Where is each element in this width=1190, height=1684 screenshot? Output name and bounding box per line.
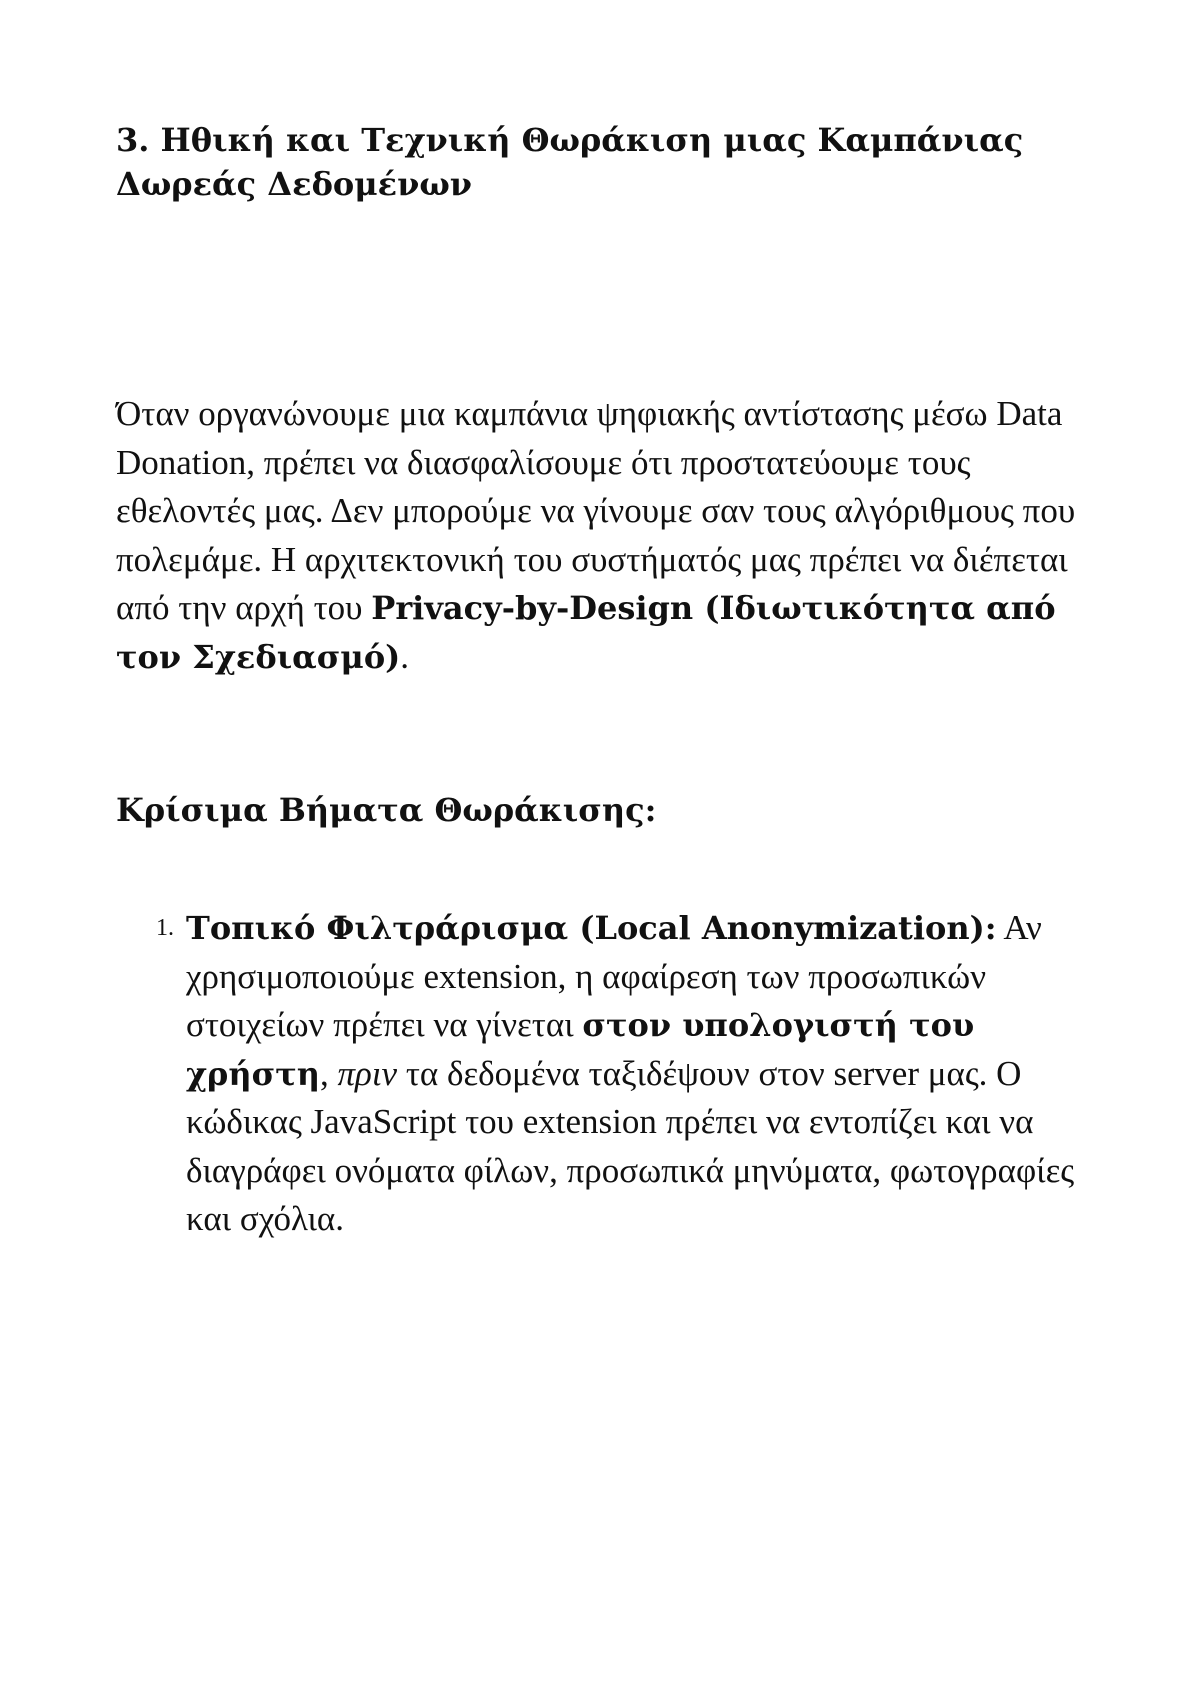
step-italic-word: πριν bbox=[337, 1053, 398, 1093]
step-text: , bbox=[319, 1053, 338, 1093]
intro-text: Όταν οργανώνουμε μια καμπάνια ψηφιακής αντίστασης μέσω Data Donation, πρέπει να διασφαλίσουμε ότι προστατεύουμε τους εθελοντές μας. Δεν μπορούμε να γίνουμε σαν τους αλγόριθμους που πολεμάμε. Η αρχιτεκτονική του συστήματός μας πρέπει να διέπεται από την αρχή του bbox=[116, 394, 1076, 627]
intro-bold-term: Privacy-by-Design (Ιδιωτικότητα από τον Σχεδιασμό) bbox=[116, 589, 1056, 676]
intro-text-end: . bbox=[400, 636, 410, 676]
step-bold-phrase: στον υπολογιστή του χρήστη bbox=[186, 1006, 975, 1093]
step-text: τα δεδομένα ταξιδέψουν στον server μας. Ο κώδικας JavaScript του extension πρέπει να εντοπίζει και να διαγράφει ονόματα φίλων, προσωπικά μηνύματα, φωτογραφίες και σχόλια. bbox=[186, 1053, 1075, 1238]
step-title: Τοπικό Φιλτράρισμα (Local Anonymization): bbox=[186, 909, 997, 947]
list-item bbox=[156, 904, 1076, 1244]
intro-paragraph bbox=[116, 390, 1076, 681]
steps-heading: Κρίσιμα Βήματα Θωράκισης: bbox=[116, 791, 657, 829]
list-item-number: 1. bbox=[156, 915, 174, 941]
step-text: Αν χρησιμοποιούμε extension, η αφαίρεση των προσωπικών στοιχείων πρέπει να γίνεται bbox=[186, 908, 1042, 1044]
steps-list bbox=[156, 904, 1076, 1244]
section-title: 3. Ηθική και Τεχνική Θωράκιση μιας Καμπάνιας Δωρεάς Δεδομένων bbox=[116, 121, 1024, 203]
